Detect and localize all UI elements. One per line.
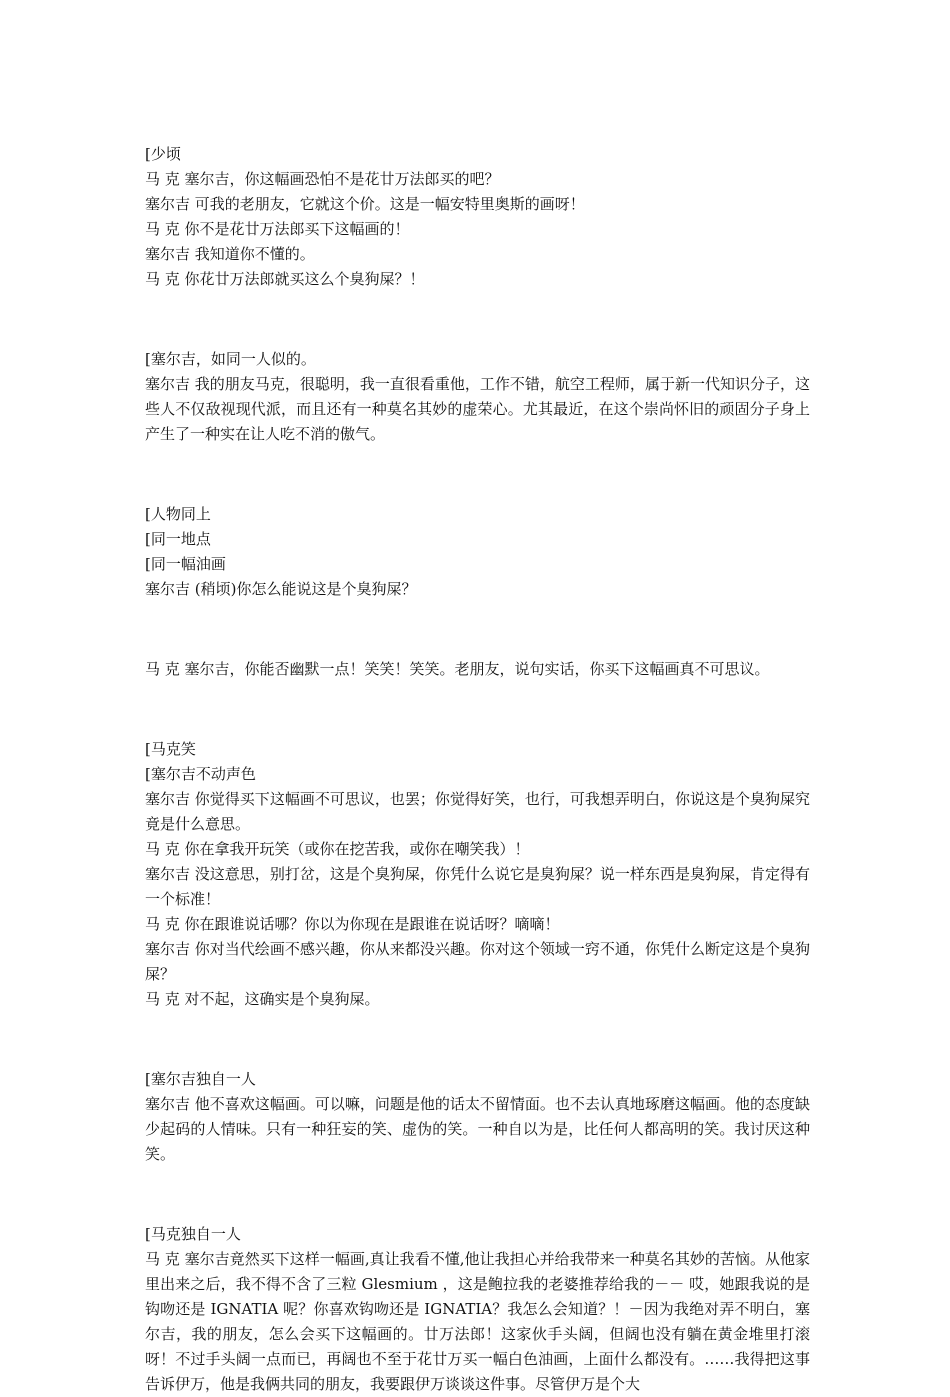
dialogue-line: 塞尔吉 我的朋友马克，很聪明，我一直很看重他，工作不错，航空工程师，属于新一代知识分子，这些人不仅敌视现代派，而且还有一种莫名其妙的虚荣心。尤其最近，在这个崇尚怀旧的顽固分子身上产生了一种实在让人吃不消的傲气。 xyxy=(145,375,810,443)
stage-direction: [马克独自一人 xyxy=(145,1225,241,1243)
dialogue-line: 塞尔吉 你觉得买下这幅画不可思议，也罢；你觉得好笑，也行，可我想弄明白，你说这是个臭狗屎究竟是什么意思。 xyxy=(145,790,810,833)
blank-line xyxy=(145,617,810,642)
stage-direction: [马克笑 xyxy=(145,740,196,758)
stage-direction: [人物同上 xyxy=(145,505,211,523)
dialogue-line: 马 克 塞尔吉竟然买下这样一幅画,真让我看不懂,他让我担心并给我带来一种莫名其妙的苦恼。从他家里出来之后，我不得不含了三粒 Glesmium ，这是鲍拉我的老婆推荐给我的－－ 哎，她跟我说的是钩吻还是 IGNATIA 呢？你喜欢钩吻还是 IGNATIA？我怎么会知道？！－因为我绝对弄不明白，塞尔吉，我的朋友，怎么会买下这幅画的。廿万法郎！这家伙手头阔，但阔也没有躺在黄金堆里打滚呀！不过手头阔一点而已，再阔也不至于花廿万买一幅白色油画，上面什么都没有。……我得把这事告诉伊万，他是我俩共同的朋友，我要跟伊万谈谈这件事。尽管伊万是个大 xyxy=(145,1250,810,1393)
dialogue-line: 马 克 塞尔吉，你能否幽默一点！笑笑！笑笑。老朋友，说句实话，你买下这幅画真不可思议。 xyxy=(145,660,770,678)
dialogue-line: 马 克 你不是花廿万法郎买下这幅画的！ xyxy=(145,220,410,238)
blank-line xyxy=(145,697,810,722)
blank-line xyxy=(145,1027,810,1052)
stage-direction: [塞尔吉独自一人 xyxy=(145,1070,256,1088)
dialogue-line: 马 克 你在拿我开玩笑（或你在挖苦我，或你在嘲笑我）！ xyxy=(145,840,530,858)
dialogue-line: 马 克 你花廿万法郎就买这么个臭狗屎？！ xyxy=(145,270,425,288)
dialogue-line: 塞尔吉 我知道你不懂的。 xyxy=(145,245,315,263)
script-page xyxy=(145,142,810,1397)
dialogue-line: 塞尔吉 他不喜欢这幅画。可以嘛，问题是他的话太不留情面。也不去认真地琢磨这幅画。他的态度缺少起码的人情味。只有一种狂妄的笑、虚伪的笑。一种自以为是，比任何人都高明的笑。我讨厌这种笑。 xyxy=(145,1095,810,1163)
stage-direction: [同一幅油画 xyxy=(145,555,226,573)
dialogue-line: 塞尔吉 可我的老朋友，它就这个价。这是一幅安特里奥斯的画呀！ xyxy=(145,195,585,213)
dialogue-line: 塞尔吉 (稍顷)你怎么能说这是个臭狗屎？ xyxy=(145,580,417,598)
stage-direction: [塞尔吉不动声色 xyxy=(145,765,256,783)
dialogue-line: 塞尔吉 没这意思，别打岔，这是个臭狗屎，你凭什么说它是臭狗屎？说一样东西是臭狗屎，肯定得有一个标准！ xyxy=(145,865,810,908)
dialogue-line: 马 克 对不起，这确实是个臭狗屎。 xyxy=(145,990,380,1008)
blank-line xyxy=(145,307,810,332)
dialogue-line: 塞尔吉 你对当代绘画不感兴趣，你从来都没兴趣。你对这个领域一窍不通，你凭什么断定这是个臭狗屎？ xyxy=(145,940,810,983)
blank-line xyxy=(145,462,810,487)
stage-direction: [塞尔吉，如同一人似的。 xyxy=(145,350,316,368)
stage-direction: [同一地点 xyxy=(145,530,211,548)
dialogue-line: 马 克 你在跟谁说话哪？你以为你现在是跟谁在说话呀？嘀嘀！ xyxy=(145,915,560,933)
blank-line xyxy=(145,1182,810,1207)
stage-direction: [少顷 xyxy=(145,145,181,163)
dialogue-line: 马 克 塞尔吉，你这幅画恐怕不是花廿万法郎买的吧？ xyxy=(145,170,500,188)
